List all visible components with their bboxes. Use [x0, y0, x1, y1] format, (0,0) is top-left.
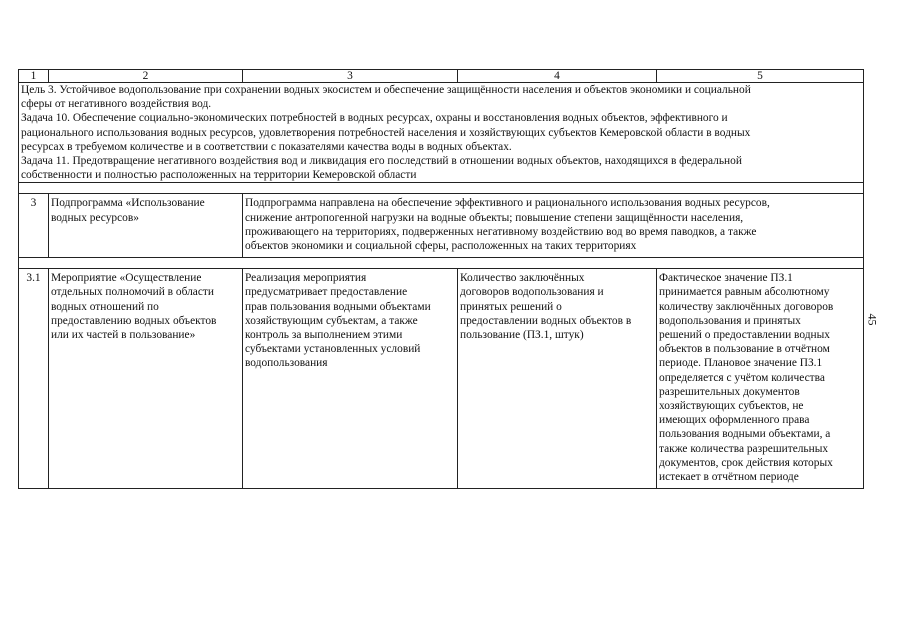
column-number: 1: [19, 70, 49, 83]
column-number: 4: [458, 70, 657, 83]
program-table: [18, 69, 864, 489]
spacer-cell: [19, 258, 864, 269]
indicator-method: Фактическое значение ПЗ.1 принимается равным абсолютному количеству заключённых договоров водопользования и принятых решений о предоставлении водных объектов в пользование в отчётном периоде. Плановое значение ПЗ.1 определяется с учётом количества разрешительных документов хозяйствующих субъектов, не имеющих оформленного права пользования водными объектами, а также количества разрешительных документов, срок действия которых истекает в отчётном периоде: [657, 269, 864, 489]
subprogram-description: Подпрограмма направлена на обеспечение эффективного и рационального использования водных ресурсов, снижение антропогенной нагрузки на водные объекты; повышение степени защищённости населения, проживающего на территориях, подверженных негативному воздействию вод во время паводков, а также объектов экономики и социальной сферы, расположенных на таких территориях: [243, 194, 864, 258]
subprogram-name: Подпрограмма «Использование водных ресурсов»: [49, 194, 243, 258]
spacer-row: [19, 258, 864, 269]
goal-text: Цель 3. Устойчивое водопользование при сохранении водных экосистем и обеспечение защищённости населения и объектов экономики и социальной сферы от негативного воздействия вод. Задача 10. Обеспечение социально-экономических потребностей в водных ресурсах, охраны и восстановления водных объектов, эффективного и рационального использования водных ресурсов, удовлетворения потребностей населения и хозяйствующих субъектов Кемеровской области в водных ресурсах в требуемом количестве и в соответствии с показателями качества воды в водных объектах. Задача 11. Предотвращение негативного воздействия вод и ликвидация его последствий в отношении водных объектов, находящихся в федеральной собственности и полностью расположенных на территории Кемеровской области: [19, 83, 864, 183]
spacer-cell: [19, 183, 864, 194]
activity-description: Реализация мероприятия предусматривает предоставление прав пользования водными объектами хозяйствующим субъектам, а также контроль за выполнением этими субъектами установленных условий водопользования: [243, 269, 458, 489]
column-number: 3: [243, 70, 458, 83]
subprogram-number: 3: [19, 194, 49, 258]
activity-name: Мероприятие «Осуществление отдельных полномочий в области водных отношений по предоставлению водных объектов или их частей в пользование»: [49, 269, 243, 489]
column-number: 5: [657, 70, 864, 83]
page-number: 45: [865, 313, 880, 326]
subprogram-row: [19, 194, 864, 258]
column-number: 2: [49, 70, 243, 83]
activity-row: [19, 269, 864, 489]
indicator-name: Количество заключённых договоров водопользования и принятых решений о предоставлении водных объектов в пользование (ПЗ.1, штук): [458, 269, 657, 489]
goal-row: [19, 83, 864, 183]
spacer-row: [19, 183, 864, 194]
activity-number: 3.1: [19, 269, 49, 489]
column-number-row: [19, 70, 864, 83]
